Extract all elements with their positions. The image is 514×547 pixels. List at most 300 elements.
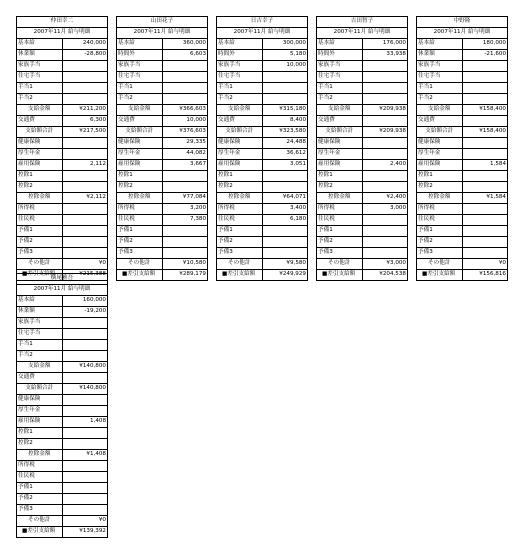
table-row (17, 395, 108, 406)
table-row (17, 505, 108, 516)
row-value (462, 226, 508, 237)
table-row (217, 149, 308, 160)
row-value (62, 72, 108, 83)
table-row (117, 193, 208, 204)
row-label: 予備1 (17, 226, 63, 237)
row-value (162, 248, 208, 259)
row-value: ¥1,408 (62, 450, 108, 461)
row-label: 控除金額 (217, 193, 263, 204)
employee-name: 山田花子 (117, 17, 208, 28)
row-label: 予備3 (17, 505, 63, 516)
row-value (162, 226, 208, 237)
row-label: 住宅手当 (217, 72, 263, 83)
row-label: 基本給 (417, 39, 463, 50)
row-label: 家族手当 (117, 61, 163, 72)
table-row (17, 406, 108, 417)
table-row (417, 39, 508, 50)
payslip-table (416, 16, 508, 281)
table-row (117, 204, 208, 215)
row-value: 240,000 (62, 39, 108, 50)
row-value (362, 83, 408, 94)
table-row (317, 226, 408, 237)
slip-period-row (17, 285, 108, 296)
row-value (462, 149, 508, 160)
row-label: 健康保険 (17, 138, 63, 149)
table-row (117, 160, 208, 171)
slip-period-row (217, 28, 308, 39)
row-label: 基本給 (17, 296, 63, 307)
row-label: 予備1 (217, 226, 263, 237)
row-label: 休業額 (17, 307, 63, 318)
row-value: 10,000 (162, 116, 208, 127)
row-label: 家族手当 (17, 318, 63, 329)
table-row (317, 94, 408, 105)
table-row (317, 138, 408, 149)
row-label: 予備1 (317, 226, 363, 237)
row-label: 控除1 (117, 171, 163, 182)
row-label: 予備3 (217, 248, 263, 259)
table-row (17, 259, 108, 270)
row-label: 予備3 (17, 248, 63, 259)
row-value: 1,408 (62, 417, 108, 428)
row-label: 休業額 (17, 50, 63, 61)
row-value (62, 61, 108, 72)
table-row (417, 171, 508, 182)
row-label: 交通費 (17, 116, 63, 127)
row-value: 3,000 (362, 204, 408, 215)
row-label: ■差引支給額 (17, 527, 63, 538)
row-label: 家族手当 (217, 61, 263, 72)
table-row (217, 237, 308, 248)
row-value: ¥215,388 (62, 270, 108, 281)
table-row (317, 127, 408, 138)
row-value (362, 182, 408, 193)
row-label: 家族手当 (417, 61, 463, 72)
row-value (62, 439, 108, 450)
row-value: ¥249,929 (262, 270, 308, 281)
row-value: 29,335 (162, 138, 208, 149)
row-label: 控除1 (17, 428, 63, 439)
table-row (417, 226, 508, 237)
employee-name: 横尾雅吾 (17, 274, 108, 285)
period-label: 2007年11月 給与明細 (117, 28, 208, 39)
table-row (17, 307, 108, 318)
table-row (17, 39, 108, 50)
table-row (17, 138, 108, 149)
row-label: 交通費 (217, 116, 263, 127)
payslip-table (16, 16, 108, 281)
slip-period-row (17, 28, 108, 39)
period-label: 2007年11月 給与明細 (17, 285, 108, 296)
table-row (417, 270, 508, 281)
table-row (417, 204, 508, 215)
row-value: 33,938 (362, 50, 408, 61)
table-row (117, 248, 208, 259)
slip-period-row (417, 28, 508, 39)
period-label: 2007年11月 給与明細 (317, 28, 408, 39)
row-label: 住宅手当 (317, 72, 363, 83)
row-label: 予備2 (217, 237, 263, 248)
table-row (17, 318, 108, 329)
row-value (362, 138, 408, 149)
table-row (17, 105, 108, 116)
payslip-table (16, 273, 108, 538)
row-value (462, 94, 508, 105)
row-label: 時間外 (217, 50, 263, 61)
row-label: その他計 (417, 259, 463, 270)
row-value (362, 116, 408, 127)
table-row (17, 296, 108, 307)
table-row (217, 226, 308, 237)
row-value (62, 494, 108, 505)
row-value (362, 149, 408, 160)
row-label: ■差引支給額 (417, 270, 463, 281)
slip-period-row (117, 28, 208, 39)
row-label: 支給金額 (17, 105, 63, 116)
table-row (17, 340, 108, 351)
row-value (62, 204, 108, 215)
table-row (17, 428, 108, 439)
row-label: 厚生年金 (17, 149, 63, 160)
slip-period-row (317, 28, 408, 39)
row-label: 健康保険 (17, 395, 63, 406)
table-row (217, 259, 308, 270)
row-value: 160,000 (62, 296, 108, 307)
table-row (117, 138, 208, 149)
table-row (117, 149, 208, 160)
row-value: 3,400 (262, 204, 308, 215)
row-value (62, 94, 108, 105)
row-value (62, 340, 108, 351)
table-row (17, 116, 108, 127)
row-value (462, 248, 508, 259)
row-value (62, 171, 108, 182)
row-label: 家族手当 (317, 61, 363, 72)
table-row (217, 215, 308, 226)
row-value (462, 182, 508, 193)
row-label: 基本給 (217, 39, 263, 50)
row-value: -21,600 (462, 50, 508, 61)
table-row (317, 237, 408, 248)
row-label: 雇用保険 (17, 160, 63, 171)
row-value: 3,051 (262, 160, 308, 171)
row-label: 厚生年金 (17, 406, 63, 417)
row-label: 予備3 (417, 248, 463, 259)
row-label: 住民税 (117, 215, 163, 226)
row-value: ¥211,200 (62, 105, 108, 116)
row-label: ■差引支給額 (317, 270, 363, 281)
table-row (17, 483, 108, 494)
table-row (417, 193, 508, 204)
row-value: ¥0 (462, 259, 508, 270)
table-row (217, 138, 308, 149)
row-value (262, 182, 308, 193)
table-row (117, 105, 208, 116)
table-row (217, 160, 308, 171)
row-label: 住宅手当 (117, 72, 163, 83)
table-row (417, 61, 508, 72)
table-row (417, 138, 508, 149)
row-value: 6,300 (62, 116, 108, 127)
row-value: ¥64,071 (262, 193, 308, 204)
row-value (462, 72, 508, 83)
row-value (62, 215, 108, 226)
row-value (362, 61, 408, 72)
table-row (417, 248, 508, 259)
row-value: ¥217,500 (62, 127, 108, 138)
row-label: 手当1 (417, 83, 463, 94)
table-row (17, 417, 108, 428)
row-value: 6,180 (262, 215, 308, 226)
table-row (317, 204, 408, 215)
table-row (317, 105, 408, 116)
table-row (117, 237, 208, 248)
table-row (17, 127, 108, 138)
row-value: 1,584 (462, 160, 508, 171)
row-label: 住民税 (17, 215, 63, 226)
row-label: その他計 (117, 259, 163, 270)
row-value: ¥77,084 (162, 193, 208, 204)
table-row (17, 516, 108, 527)
row-label: 住民税 (417, 215, 463, 226)
table-row (417, 72, 508, 83)
table-row (17, 362, 108, 373)
row-value (262, 248, 308, 259)
row-label: 雇用保険 (117, 160, 163, 171)
table-row (17, 373, 108, 384)
table-row (117, 83, 208, 94)
row-value (62, 237, 108, 248)
row-label: 手当2 (317, 94, 363, 105)
row-label: 所得税 (417, 204, 463, 215)
table-row (317, 116, 408, 127)
row-value: ¥323,580 (262, 127, 308, 138)
slip-name-row (117, 17, 208, 28)
table-row (17, 384, 108, 395)
row-label: 住宅手当 (417, 72, 463, 83)
employee-name: 中野隆 (417, 17, 508, 28)
row-value: ¥158,400 (462, 127, 508, 138)
table-row (117, 116, 208, 127)
table-row (317, 182, 408, 193)
row-value: 3,200 (162, 204, 208, 215)
row-label: 支給金額 (17, 362, 63, 373)
row-value (162, 72, 208, 83)
row-label: 控除2 (317, 182, 363, 193)
table-row (17, 94, 108, 105)
row-value: 3,667 (162, 160, 208, 171)
payslip-table (316, 16, 408, 281)
table-row (317, 171, 408, 182)
row-label: 健康保険 (117, 138, 163, 149)
table-row (417, 182, 508, 193)
row-label: 支給額合計 (317, 127, 363, 138)
table-row (17, 61, 108, 72)
row-value (262, 226, 308, 237)
table-row (117, 259, 208, 270)
row-value: ¥3,000 (362, 259, 408, 270)
slip-name-row (217, 17, 308, 28)
table-row (217, 182, 308, 193)
period-label: 2007年11月 給与明細 (417, 28, 508, 39)
table-row (117, 94, 208, 105)
row-label: その他計 (17, 259, 63, 270)
table-row (217, 83, 308, 94)
row-value (62, 182, 108, 193)
table-row (17, 527, 108, 538)
row-label: 健康保険 (317, 138, 363, 149)
table-row (17, 248, 108, 259)
row-label: 予備1 (417, 226, 463, 237)
row-value: 7,380 (162, 215, 208, 226)
row-label: 所得税 (17, 461, 63, 472)
table-row (117, 72, 208, 83)
table-row (17, 461, 108, 472)
row-label: 控除金額 (317, 193, 363, 204)
table-row (317, 259, 408, 270)
row-value (362, 248, 408, 259)
row-label: その他計 (217, 259, 263, 270)
table-row (17, 351, 108, 362)
row-label: 予備1 (17, 483, 63, 494)
row-label: 手当2 (417, 94, 463, 105)
table-row (317, 61, 408, 72)
row-value (462, 215, 508, 226)
row-value (462, 61, 508, 72)
row-value: ¥9,580 (262, 259, 308, 270)
row-value (462, 204, 508, 215)
row-value (262, 171, 308, 182)
row-label: 厚生年金 (217, 149, 263, 160)
table-row (17, 226, 108, 237)
table-row (317, 193, 408, 204)
row-value: 5,180 (262, 50, 308, 61)
row-value (162, 83, 208, 94)
table-row (17, 72, 108, 83)
row-value (62, 406, 108, 417)
row-value: ¥2,400 (362, 193, 408, 204)
row-value: 2,112 (62, 160, 108, 171)
row-label: 雇用保険 (17, 417, 63, 428)
table-row (117, 182, 208, 193)
table-row (17, 149, 108, 160)
table-row (17, 50, 108, 61)
period-label: 2007年11月 給与明細 (217, 28, 308, 39)
row-label: 時間外 (317, 50, 363, 61)
payslip-table (116, 16, 208, 281)
row-value: 24,488 (262, 138, 308, 149)
row-label: 控除2 (17, 182, 63, 193)
row-value (362, 94, 408, 105)
table-row (17, 329, 108, 340)
table-row (417, 50, 508, 61)
table-row (17, 439, 108, 450)
row-value: 300,000 (262, 39, 308, 50)
row-value (462, 116, 508, 127)
table-row (317, 248, 408, 259)
row-value: ¥140,800 (62, 362, 108, 373)
row-label: 所得税 (117, 204, 163, 215)
row-value: 6,603 (162, 50, 208, 61)
row-label: 健康保険 (417, 138, 463, 149)
row-value: ¥158,400 (462, 105, 508, 116)
row-value: ¥204,538 (362, 270, 408, 281)
row-value (62, 461, 108, 472)
row-value (62, 483, 108, 494)
row-value: 2,400 (362, 160, 408, 171)
row-value: ¥315,180 (262, 105, 308, 116)
row-label: 控除金額 (17, 193, 63, 204)
row-label: 健康保険 (217, 138, 263, 149)
row-label: 基本給 (117, 39, 163, 50)
row-label: 予備2 (317, 237, 363, 248)
row-value: 360,000 (162, 39, 208, 50)
row-label: 交通費 (317, 116, 363, 127)
row-value (362, 226, 408, 237)
row-label: 手当1 (317, 83, 363, 94)
table-row (417, 83, 508, 94)
period-label: 2007年11月 給与明細 (17, 28, 108, 39)
row-label: 住民税 (217, 215, 263, 226)
row-label: 予備2 (417, 237, 463, 248)
row-value: ¥1,584 (462, 193, 508, 204)
row-value (62, 373, 108, 384)
row-label: その他計 (17, 516, 63, 527)
table-row (117, 171, 208, 182)
row-label: 予備3 (117, 248, 163, 259)
row-value: 10,000 (262, 61, 308, 72)
row-value (62, 226, 108, 237)
row-label: 支給金額 (317, 105, 363, 116)
table-row (117, 61, 208, 72)
table-row (417, 127, 508, 138)
row-label: 手当2 (117, 94, 163, 105)
row-label: 控除2 (217, 182, 263, 193)
row-label: 手当1 (117, 83, 163, 94)
row-label: 予備2 (17, 494, 63, 505)
table-row (17, 215, 108, 226)
row-value (62, 149, 108, 160)
table-row (17, 83, 108, 94)
row-value: ¥0 (62, 259, 108, 270)
row-label: 基本給 (17, 39, 63, 50)
row-label: 交通費 (417, 116, 463, 127)
table-row (117, 226, 208, 237)
row-value (62, 248, 108, 259)
row-value (62, 138, 108, 149)
row-value (62, 83, 108, 94)
table-row (17, 472, 108, 483)
row-value: 36,612 (262, 149, 308, 160)
row-value: ¥140,800 (62, 384, 108, 395)
table-row (217, 39, 308, 50)
row-label: 厚生年金 (417, 149, 463, 160)
slip-name-row (417, 17, 508, 28)
row-label: 支給額合計 (217, 127, 263, 138)
row-label: 所得税 (317, 204, 363, 215)
row-value: ¥289,179 (162, 270, 208, 281)
row-label: 支給額合計 (117, 127, 163, 138)
table-row (317, 39, 408, 50)
table-row (417, 237, 508, 248)
row-value (162, 237, 208, 248)
row-value: ¥139,392 (62, 527, 108, 538)
row-label: 手当1 (17, 83, 63, 94)
row-label: 控除金額 (117, 193, 163, 204)
row-value (262, 83, 308, 94)
row-value: ¥366,603 (162, 105, 208, 116)
table-row (317, 270, 408, 281)
